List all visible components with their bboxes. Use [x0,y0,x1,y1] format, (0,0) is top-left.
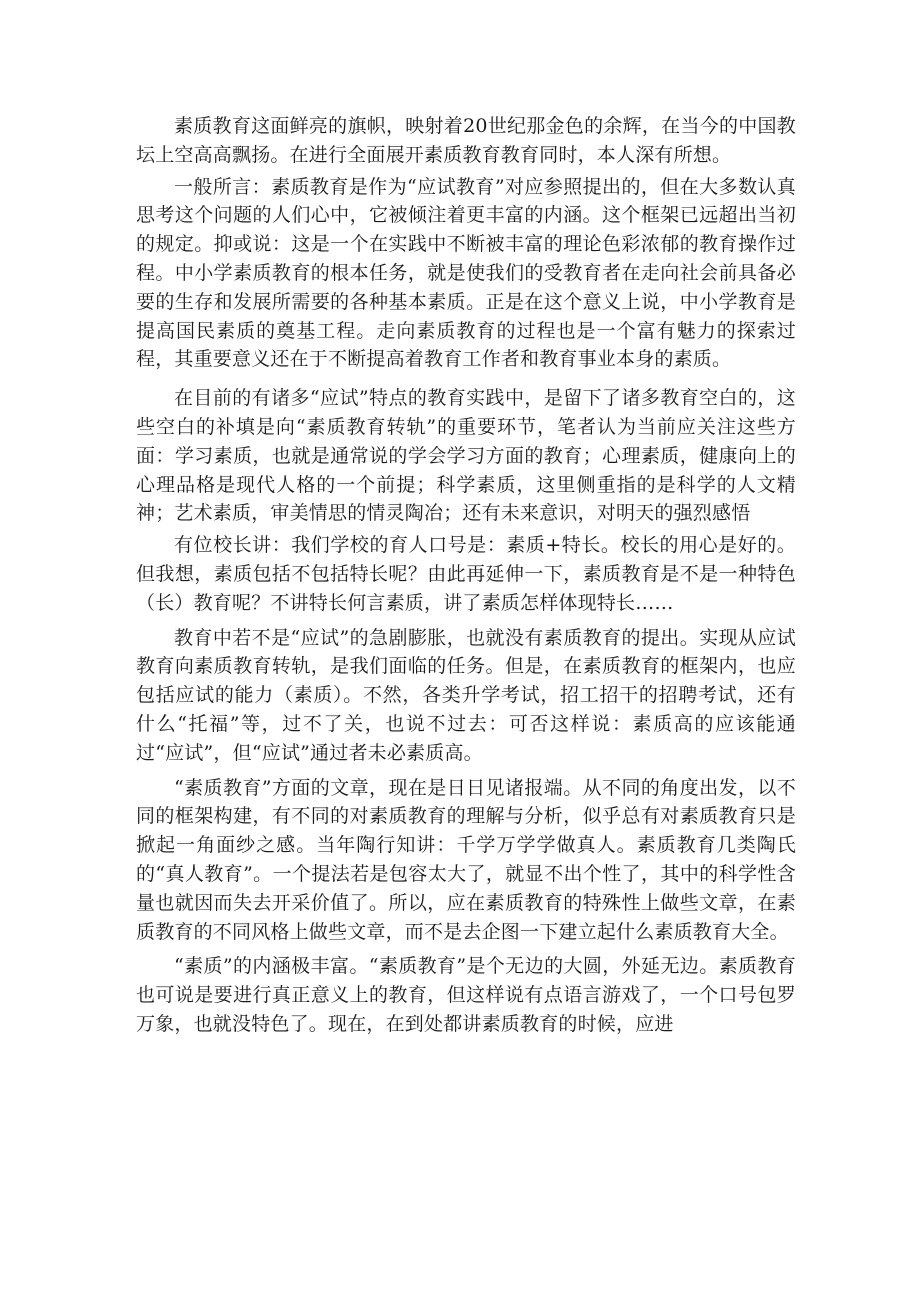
paragraph-2: 一般所言：素质教育是作为“应试教育”对应参照提出的，但在大多数认真思考这个问题的人们心中，它被倾注着更丰富的内涵。这个框架已远超出当初的规定。抑或说：这是一个在实践中不断被丰富的理论色彩浓郁的教育操作过程。中小学素质教育的根本任务，就是使我们的受教育者在走向社会前具备必要的生存和发展所需要的各种基本素质。正是在这个意义上说，中小学教育是提高国民素质的奠基工程。走向素质教育的过程也是一个富有魅力的探索过程，其重要意义还在于不断提高着教育工作者和教育事业本身的素质。 [136,175,796,371]
paragraph-4: 有位校长讲：我们学校的育人口号是：素质+特长。校长的用心是好的。但我想，素质包括不包括特长呢？由此再延伸一下，素质教育是不是一种特色（长）教育呢？不讲特长何言素质，讲了素质怎样体现特长…… [136,534,796,614]
paragraph-3: 在目前的有诸多“应试”特点的教育实践中，是留下了诸多教育空白的，这些空白的补填是向“素质教育转轨”的重要环节，笔者认为当前应关注这些方面：学习素质，也就是通常说的学会学习方面的教育；心理素质，健康向上的心理品格是现代人格的一个前提；科学素质，这里侧重指的是科学的人文精神；艺术素质，审美情思的情灵陶冶；还有未来意识，对明天的强烈感悟 [136,387,796,525]
document-page [136,112,796,1039]
paragraph-6: “素质教育”方面的文章，现在是日日见诸报端。从不同的角度出发，以不同的框架构建，有不同的对素质教育的理解与分析，似乎总有对素质教育只是掀起一角面纱之感。当年陶行知讲：千学万学学做真人。素质教育几类陶氏的“真人教育”。一个提法若是包容太大了，就显不出个性了，其中的科学性含量也就因而失去开采价值了。所以，应在素质教育的特殊性上做些文章，在素质教育的不同风格上做些文章，而不是去企图一下建立起什么素质教育大全。 [136,776,796,943]
paragraph-1: 素质教育这面鲜亮的旗帜，映射着20世纪那金色的余辉，在当今的中国教坛上空高高飘扬。在进行全面展开素质教育教育同时，本人深有所想。 [136,115,796,166]
paragraph-7: “素质”的内涵极丰富。“素质教育”是个无边的大圆，外延无边。素质教育也可说是要进行真正意义上的教育，但这样说有点语言游戏了，一个口号包罗万象，也就没特色了。现在，在到处都讲素质教育的时候，应进 [136,955,796,1035]
paragraph-5: 教育中若不是“应试”的急剧膨胀，也就没有素质教育的提出。实现从应试教育向素质教育转轨，是我们面临的任务。但是，在素质教育的框架内，也应包括应试的能力（素质）。不然，各类升学考试，招工招干的招聘考试，还有什么“托福”等，过不了关，也说不过去：可否这样说：素质高的应该能通过“应试”，但“应试”通过者未必素质高。 [136,626,796,764]
